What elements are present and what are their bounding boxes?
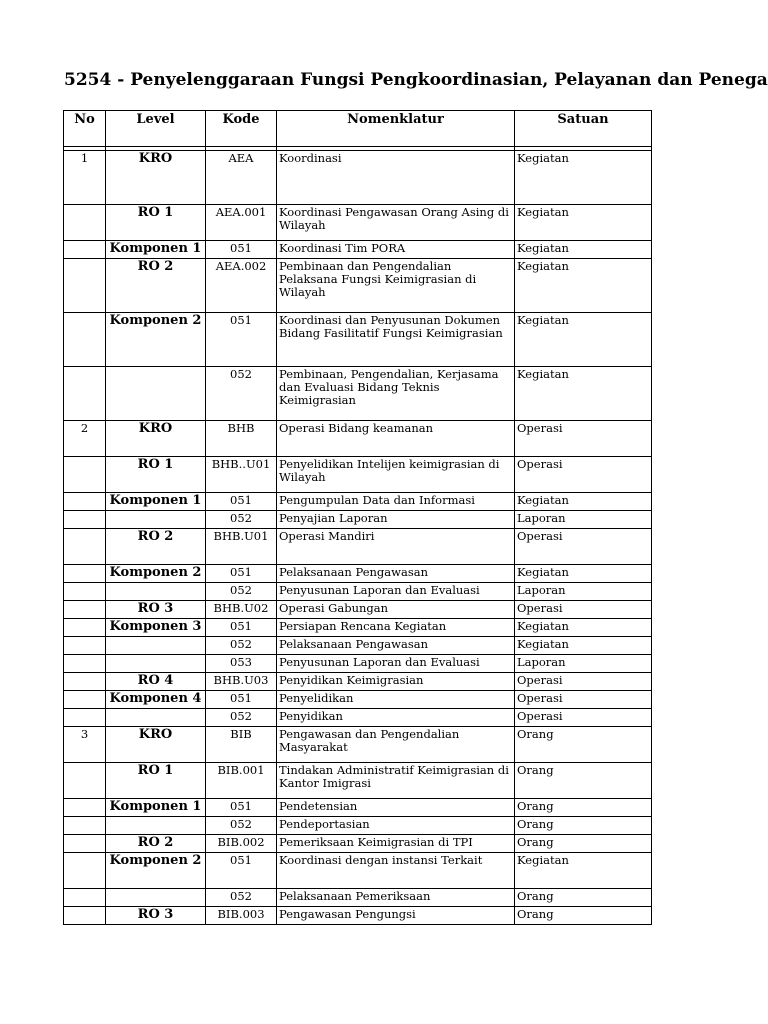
cell-kode: 051 xyxy=(206,313,277,367)
cell-level xyxy=(106,817,206,835)
cell-nomenklatur: Koordinasi dengan instansi Terkait xyxy=(277,853,515,889)
cell-level: KRO xyxy=(106,421,206,457)
cell-nomenklatur: Pengawasan Pengungsi xyxy=(277,907,515,925)
cell-satuan: Orang xyxy=(515,907,652,925)
cell-satuan: Operasi xyxy=(515,421,652,457)
table-row xyxy=(64,889,652,907)
cell-satuan: Orang xyxy=(515,727,652,763)
cell-satuan: Kegiatan xyxy=(515,241,652,259)
cell-level xyxy=(106,511,206,529)
table-row xyxy=(64,673,652,691)
cell-nomenklatur: Penyelidikan Intelijen keimigrasian di Wilayah xyxy=(277,457,515,493)
cell-no xyxy=(64,601,106,619)
table-row xyxy=(64,799,652,817)
cell-no xyxy=(64,205,106,241)
cell-level: RO 2 xyxy=(106,835,206,853)
cell-level: RO 4 xyxy=(106,673,206,691)
cell-level: Komponen 2 xyxy=(106,853,206,889)
cell-nomenklatur: Penyusunan Laporan dan Evaluasi xyxy=(277,655,515,673)
cell-nomenklatur: Pengawasan dan Pengendalian Masyarakat xyxy=(277,727,515,763)
cell-nomenklatur: Pembinaan dan Pengendalian Pelaksana Fungsi Keimigrasian di Wilayah xyxy=(277,259,515,313)
cell-satuan: Operasi xyxy=(515,673,652,691)
table-row xyxy=(64,619,652,637)
cell-no xyxy=(64,763,106,799)
cell-nomenklatur: Penyelidikan xyxy=(277,691,515,709)
cell-kode: 051 xyxy=(206,691,277,709)
cell-nomenklatur: Pelaksanaan Pemeriksaan xyxy=(277,889,515,907)
cell-kode: AEA.001 xyxy=(206,205,277,241)
cell-satuan: Orang xyxy=(515,835,652,853)
cell-no xyxy=(64,529,106,565)
cell-kode: BHB..U01 xyxy=(206,457,277,493)
cell-nomenklatur: Penyidikan xyxy=(277,709,515,727)
cell-satuan: Kegiatan xyxy=(515,853,652,889)
cell-level: RO 2 xyxy=(106,259,206,313)
cell-nomenklatur: Pendetensian xyxy=(277,799,515,817)
page-title: 5254 - Penyelenggaraan Fungsi Pengkoordinasian, Pelayanan dan Penega xyxy=(64,70,768,90)
cell-level: RO 3 xyxy=(106,601,206,619)
cell-no xyxy=(64,709,106,727)
cell-nomenklatur: Pemeriksaan Keimigrasian di TPI xyxy=(277,835,515,853)
cell-nomenklatur: Koordinasi Tim PORA xyxy=(277,241,515,259)
cell-no xyxy=(64,367,106,421)
cell-level xyxy=(106,367,206,421)
cell-satuan: Orang xyxy=(515,817,652,835)
table-row xyxy=(64,853,652,889)
table-row xyxy=(64,511,652,529)
cell-no xyxy=(64,241,106,259)
table-row xyxy=(64,763,652,799)
table-row xyxy=(64,601,652,619)
table-row xyxy=(64,835,652,853)
cell-level: RO 1 xyxy=(106,763,206,799)
table-row xyxy=(64,205,652,241)
cell-satuan: Laporan xyxy=(515,655,652,673)
cell-level xyxy=(106,637,206,655)
cell-satuan: Operasi xyxy=(515,709,652,727)
cell-nomenklatur: Penyajian Laporan xyxy=(277,511,515,529)
cell-kode: 052 xyxy=(206,709,277,727)
table-row xyxy=(64,727,652,763)
cell-kode: BHB.U02 xyxy=(206,601,277,619)
cell-level: RO 1 xyxy=(106,205,206,241)
cell-level xyxy=(106,889,206,907)
cell-no xyxy=(64,907,106,925)
cell-kode: 051 xyxy=(206,853,277,889)
cell-no: 1 xyxy=(64,151,106,205)
table-row xyxy=(64,493,652,511)
cell-kode: 051 xyxy=(206,799,277,817)
cell-no xyxy=(64,511,106,529)
cell-nomenklatur: Pembinaan, Pengendalian, Kerjasama dan Evaluasi Bidang Teknis Keimigrasian xyxy=(277,367,515,421)
cell-no xyxy=(64,565,106,583)
nomenclature-table xyxy=(63,110,652,925)
cell-level xyxy=(106,583,206,601)
cell-no xyxy=(64,853,106,889)
cell-no: 2 xyxy=(64,421,106,457)
cell-kode: BIB.001 xyxy=(206,763,277,799)
cell-nomenklatur: Koordinasi xyxy=(277,151,515,205)
cell-no xyxy=(64,637,106,655)
cell-satuan: Laporan xyxy=(515,583,652,601)
table-row xyxy=(64,691,652,709)
cell-satuan: Operasi xyxy=(515,601,652,619)
cell-satuan: Operasi xyxy=(515,529,652,565)
cell-kode: 052 xyxy=(206,367,277,421)
cell-kode: BIB.003 xyxy=(206,907,277,925)
cell-level: Komponen 3 xyxy=(106,619,206,637)
cell-nomenklatur: Pendeportasian xyxy=(277,817,515,835)
cell-nomenklatur: Penyidikan Keimigrasian xyxy=(277,673,515,691)
cell-satuan: Laporan xyxy=(515,511,652,529)
cell-nomenklatur: Pelaksanaan Pengawasan xyxy=(277,565,515,583)
cell-kode: 051 xyxy=(206,493,277,511)
table-row xyxy=(64,637,652,655)
cell-satuan: Operasi xyxy=(515,457,652,493)
table-row xyxy=(64,529,652,565)
cell-no xyxy=(64,493,106,511)
cell-no xyxy=(64,673,106,691)
header-nomenklatur: Nomenklatur xyxy=(277,111,515,147)
table-row xyxy=(64,457,652,493)
cell-no xyxy=(64,619,106,637)
cell-kode: BHB.U01 xyxy=(206,529,277,565)
cell-satuan: Kegiatan xyxy=(515,637,652,655)
cell-satuan: Kegiatan xyxy=(515,313,652,367)
cell-satuan: Operasi xyxy=(515,691,652,709)
cell-nomenklatur: Koordinasi Pengawasan Orang Asing di Wilayah xyxy=(277,205,515,241)
cell-no xyxy=(64,817,106,835)
table-row xyxy=(64,151,652,205)
cell-kode: BHB xyxy=(206,421,277,457)
cell-nomenklatur: Koordinasi dan Penyusunan Dokumen Bidang Fasilitatif Fungsi Keimigrasian xyxy=(277,313,515,367)
cell-no xyxy=(64,457,106,493)
cell-satuan: Orang xyxy=(515,889,652,907)
cell-nomenklatur: Operasi Bidang keamanan xyxy=(277,421,515,457)
cell-nomenklatur: Penyusunan Laporan dan Evaluasi xyxy=(277,583,515,601)
cell-kode: 052 xyxy=(206,583,277,601)
table-row xyxy=(64,907,652,925)
cell-kode: 052 xyxy=(206,817,277,835)
cell-kode: 051 xyxy=(206,241,277,259)
table-row xyxy=(64,565,652,583)
cell-level: RO 3 xyxy=(106,907,206,925)
cell-level: Komponen 1 xyxy=(106,493,206,511)
cell-satuan: Kegiatan xyxy=(515,151,652,205)
cell-nomenklatur: Operasi Mandiri xyxy=(277,529,515,565)
table-body xyxy=(64,147,652,925)
cell-level xyxy=(106,655,206,673)
cell-satuan: Kegiatan xyxy=(515,367,652,421)
cell-kode: AEA xyxy=(206,151,277,205)
cell-no xyxy=(64,799,106,817)
cell-satuan: Kegiatan xyxy=(515,493,652,511)
table-row xyxy=(64,583,652,601)
cell-level: KRO xyxy=(106,151,206,205)
cell-level: Komponen 1 xyxy=(106,799,206,817)
header-kode: Kode xyxy=(206,111,277,147)
cell-level xyxy=(106,709,206,727)
cell-satuan: Kegiatan xyxy=(515,259,652,313)
cell-level: Komponen 2 xyxy=(106,313,206,367)
cell-no xyxy=(64,313,106,367)
cell-no xyxy=(64,583,106,601)
cell-satuan: Orang xyxy=(515,763,652,799)
cell-level: Komponen 4 xyxy=(106,691,206,709)
cell-nomenklatur: Persiapan Rencana Kegiatan xyxy=(277,619,515,637)
table-row xyxy=(64,313,652,367)
table-row xyxy=(64,241,652,259)
cell-level: RO 1 xyxy=(106,457,206,493)
cell-level: RO 2 xyxy=(106,529,206,565)
cell-nomenklatur: Tindakan Administratif Keimigrasian di Kantor Imigrasi xyxy=(277,763,515,799)
cell-kode: 052 xyxy=(206,637,277,655)
cell-kode: 051 xyxy=(206,619,277,637)
cell-level: KRO xyxy=(106,727,206,763)
table-row xyxy=(64,421,652,457)
cell-kode: BIB.002 xyxy=(206,835,277,853)
cell-satuan: Orang xyxy=(515,799,652,817)
cell-no xyxy=(64,655,106,673)
cell-kode: 052 xyxy=(206,889,277,907)
table-row xyxy=(64,817,652,835)
cell-kode: 052 xyxy=(206,511,277,529)
cell-nomenklatur: Pengumpulan Data dan Informasi xyxy=(277,493,515,511)
cell-kode: AEA.002 xyxy=(206,259,277,313)
table-row xyxy=(64,655,652,673)
cell-level: Komponen 2 xyxy=(106,565,206,583)
cell-satuan: Kegiatan xyxy=(515,205,652,241)
header-satuan: Satuan xyxy=(515,111,652,147)
cell-kode: 051 xyxy=(206,565,277,583)
header-level: Level xyxy=(106,111,206,147)
cell-kode: BHB.U03 xyxy=(206,673,277,691)
cell-no xyxy=(64,691,106,709)
table-row xyxy=(64,709,652,727)
cell-no: 3 xyxy=(64,727,106,763)
cell-no xyxy=(64,889,106,907)
cell-nomenklatur: Operasi Gabungan xyxy=(277,601,515,619)
cell-kode: 053 xyxy=(206,655,277,673)
header-no: No xyxy=(64,111,106,147)
cell-satuan: Kegiatan xyxy=(515,619,652,637)
cell-satuan: Kegiatan xyxy=(515,565,652,583)
cell-level: Komponen 1 xyxy=(106,241,206,259)
cell-kode: BIB xyxy=(206,727,277,763)
cell-no xyxy=(64,259,106,313)
table-row xyxy=(64,259,652,313)
cell-nomenklatur: Pelaksanaan Pengawasan xyxy=(277,637,515,655)
table-row xyxy=(64,367,652,421)
table-header-row xyxy=(64,111,652,147)
cell-no xyxy=(64,835,106,853)
